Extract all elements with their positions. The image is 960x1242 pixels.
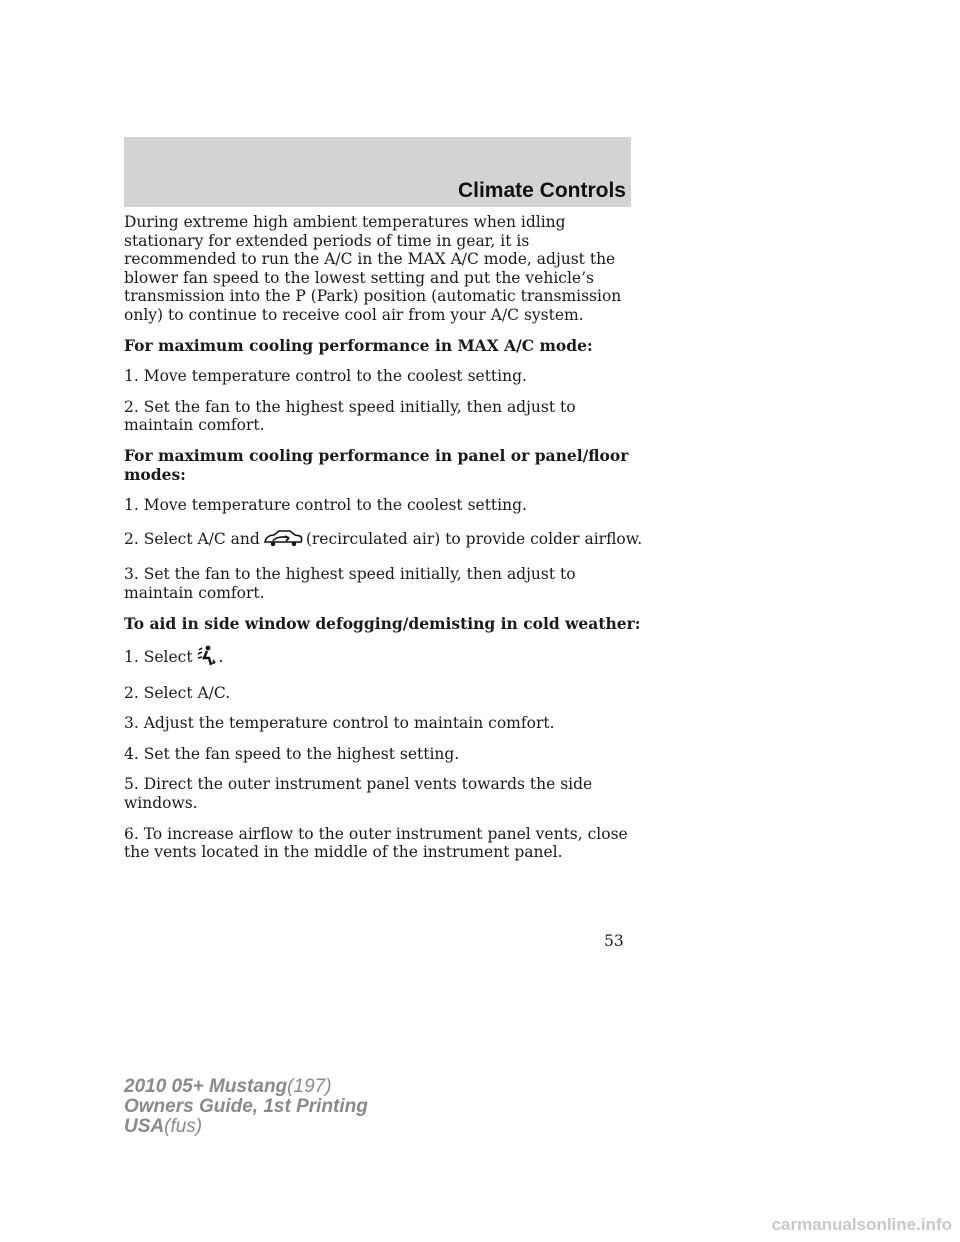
panel-step-2-after: (recirculated air) to provide colder airflow. <box>305 529 643 548</box>
footer-market-code: (fus) <box>164 1116 203 1137</box>
footer-model: 2010 05+ Mustang <box>124 1076 288 1097</box>
defog-step-1-before: 1. Select <box>124 648 193 667</box>
heading-panel-modes: For maximum cooling performance in panel or panel/floor modes: <box>124 445 629 484</box>
defog-step-1 <box>124 645 644 672</box>
section-title: Climate Controls <box>457 179 626 202</box>
site-watermark: carmanualsonline.info <box>771 1215 952 1234</box>
recirculated-air-icon <box>262 527 304 554</box>
heading-defog: To aid in side window defogging/demisting in cold weather: <box>124 613 641 633</box>
defog-step-6: 6. To increase airflow to the outer instrument panel vents, close the vents located in the middle of the instrument panel. <box>124 824 628 862</box>
defog-step-5: 5. Direct the outer instrument panel vents towards the side windows. <box>124 775 593 813</box>
panel-step-3: 3. Set the fan to the highest speed initially, then adjust to maintain comfort. <box>124 565 576 602</box>
footer-market: USA <box>124 1116 165 1137</box>
defog-step-3: 3. Adjust the temperature control to maintain comfort. <box>124 714 555 733</box>
defog-step-4: 4. Set the fan speed to the highest setting. <box>124 744 460 763</box>
footer-model-code: (197) <box>287 1076 332 1097</box>
panel-step-1: 1. Move temperature control to the coolest setting. <box>124 496 527 515</box>
panel-step-2 <box>124 527 644 554</box>
defog-step-2: 2. Select A/C. <box>124 683 231 702</box>
page-number: 53 <box>604 932 624 950</box>
footer-line-2: Owners Guide, 1st Printing <box>124 1096 368 1117</box>
intro-paragraph: During extreme high ambient temperatures when idling stationary for extended periods of time in gear, it is recommended to run the A/C in the MAX A/C mode, adjust the blower fan speed to the lowest setting and put the vehicle’s transmission into the P (Park) position (automatic transmission only) to continue to receive cool air from your A/C system. <box>124 213 622 324</box>
body-content <box>124 213 644 874</box>
panel-step-2-before: 2. Select A/C and <box>124 529 260 548</box>
max-ac-step-1: 1. Move temperature control to the coolest setting. <box>124 367 527 386</box>
max-ac-step-2: 2. Set the fan to the highest speed initially, then adjust to maintain comfort. <box>124 397 576 435</box>
footer-print-info <box>124 1077 368 1137</box>
section-header-band <box>124 137 631 207</box>
heading-max-ac: For maximum cooling performance in MAX A/C mode: <box>124 335 593 355</box>
footer-line-1 <box>124 1077 368 1097</box>
footer-line-3 <box>124 1117 368 1137</box>
floor-defrost-mode-icon <box>195 645 217 672</box>
defog-step-1-after: . <box>218 648 224 667</box>
